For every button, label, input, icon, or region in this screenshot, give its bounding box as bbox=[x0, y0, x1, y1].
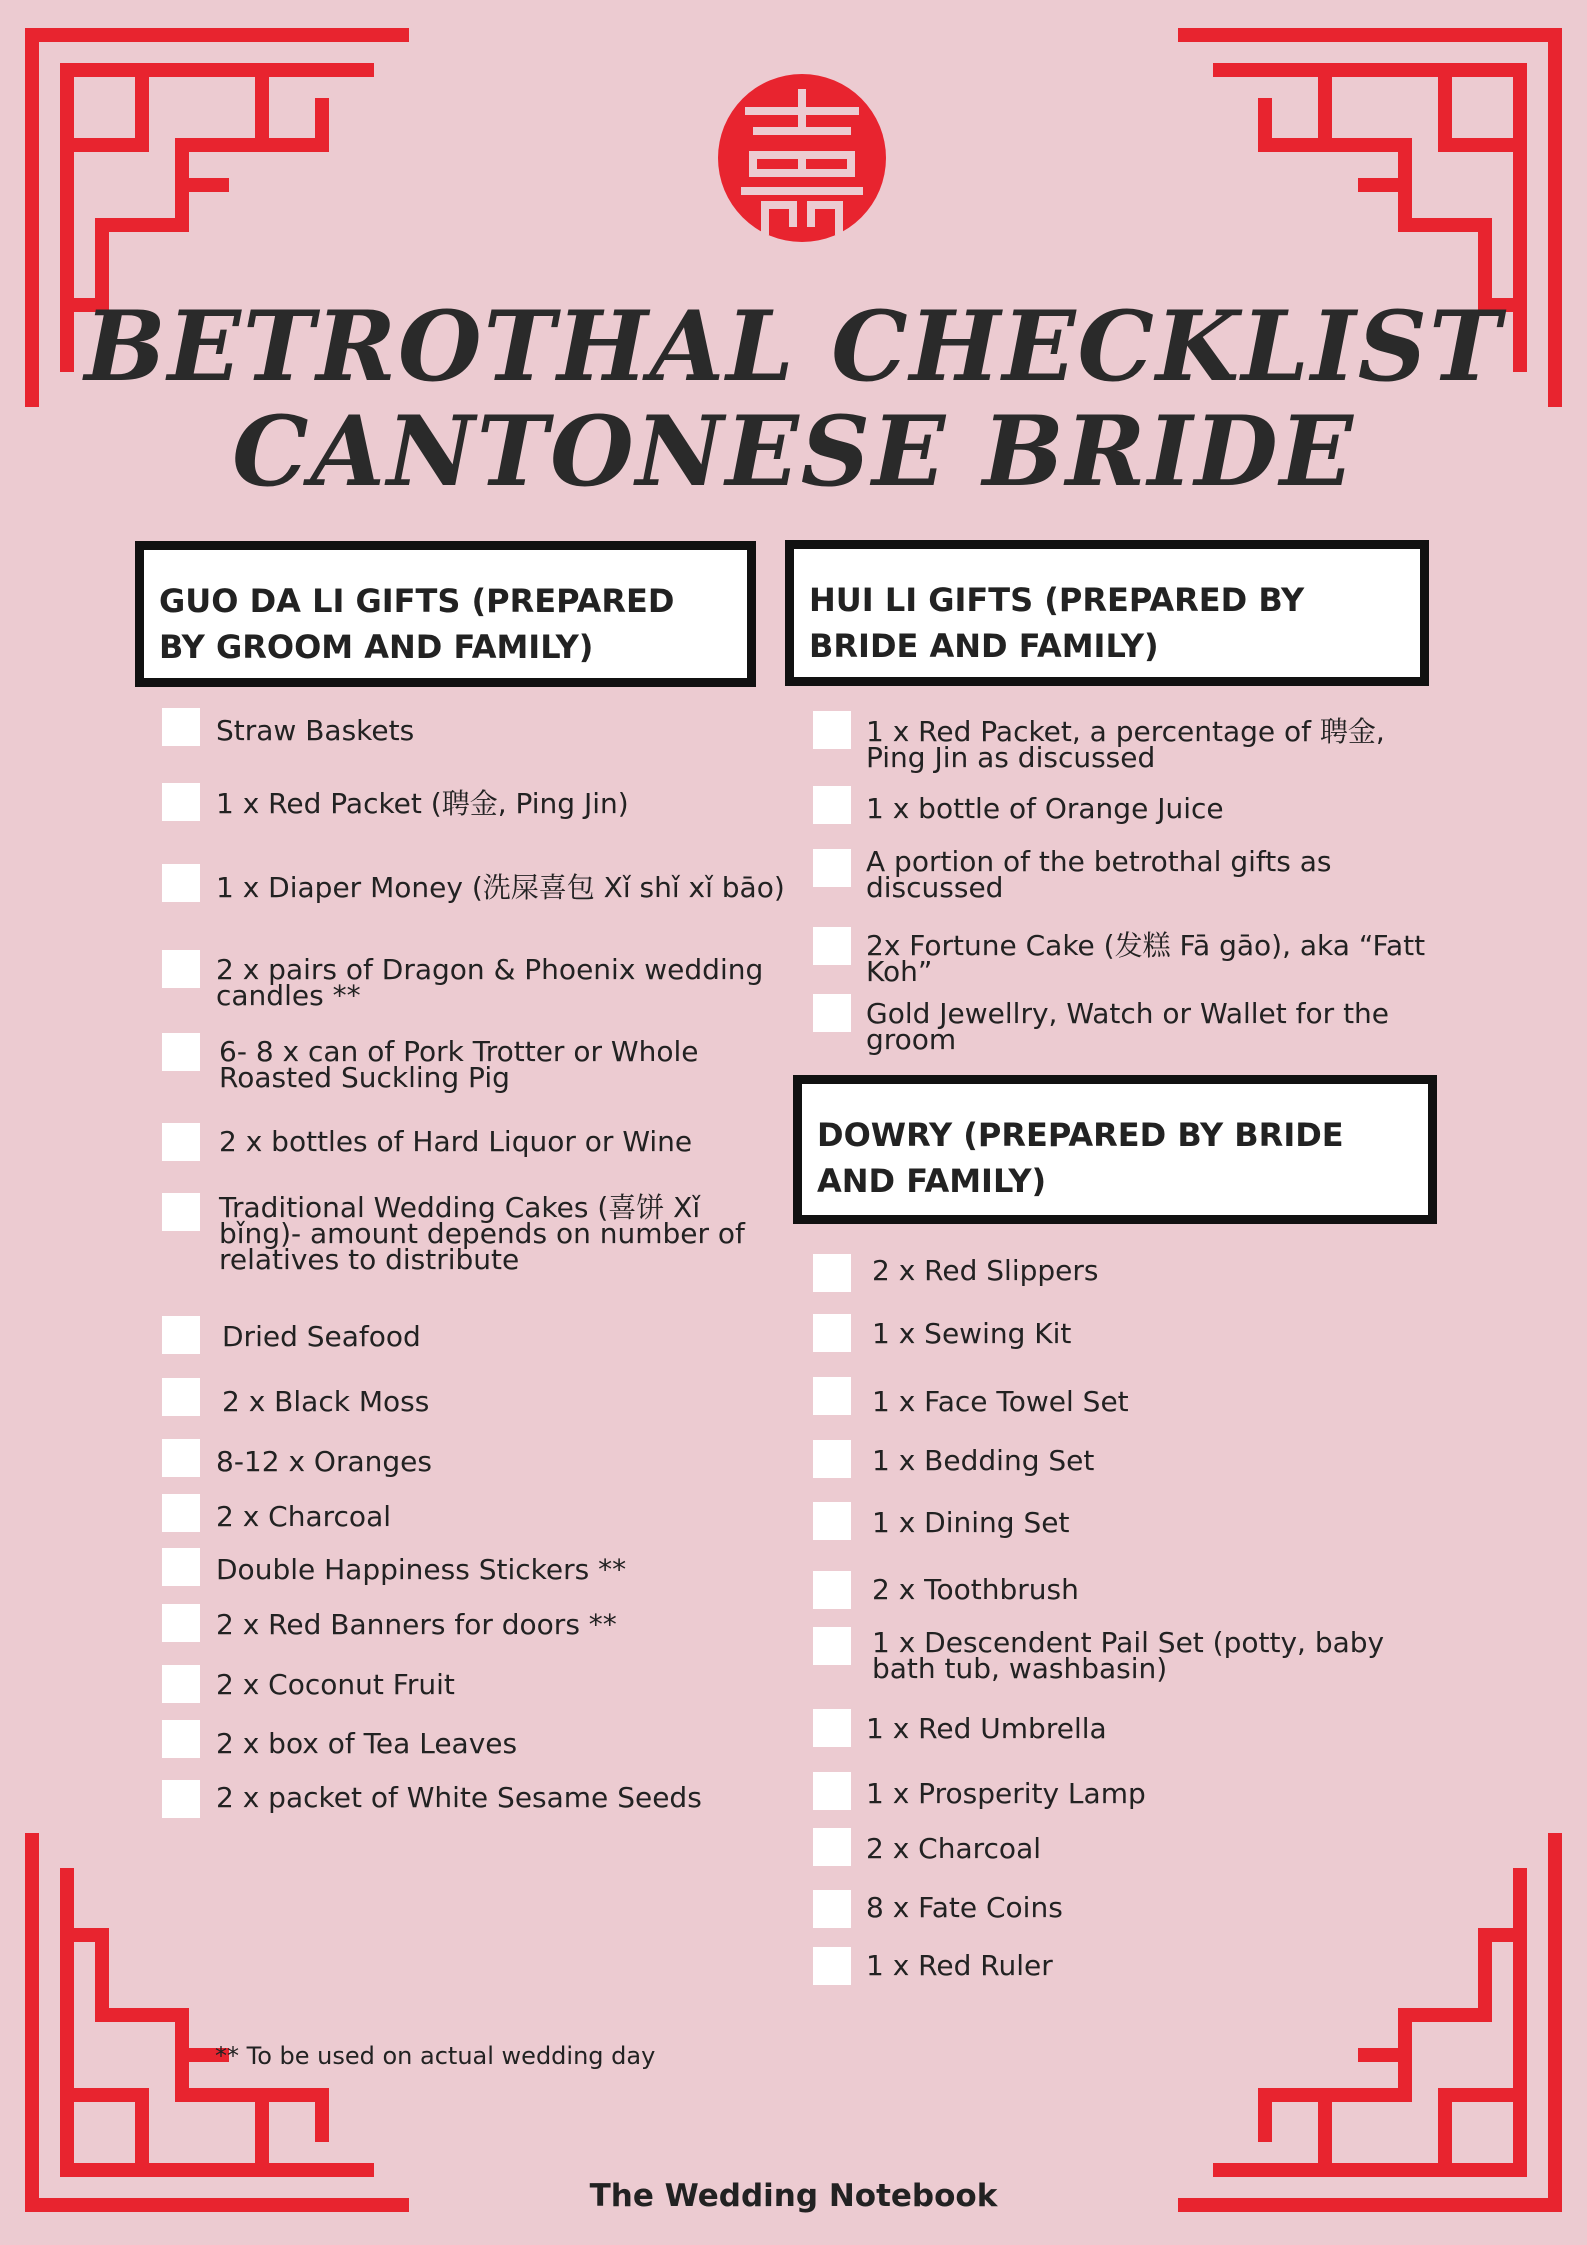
checkbox[interactable] bbox=[162, 1780, 200, 1818]
checkbox[interactable] bbox=[162, 1316, 200, 1354]
checklist-item: 2 x packet of White Sesame Seeds bbox=[216, 1781, 702, 1814]
checklist-item: Traditional Wedding Cakes (喜饼 Xǐ bǐng)- amount depends on number of relatives to distribute bbox=[219, 1191, 745, 1276]
checkbox[interactable] bbox=[162, 864, 200, 902]
checklist-item: 2 x Charcoal bbox=[216, 1500, 391, 1533]
checkbox[interactable] bbox=[813, 1627, 851, 1665]
checkbox[interactable] bbox=[162, 1604, 200, 1642]
hui-li-heading-text: HUI LI GIFTS (PREPARED BY BRIDE AND FAMILY) bbox=[809, 581, 1305, 665]
checkbox[interactable] bbox=[813, 1377, 851, 1415]
checklist-item: 1 x Descendent Pail Set (potty, baby bath tub, washbasin) bbox=[872, 1626, 1385, 1685]
footnote: ** To be used on actual wedding day bbox=[215, 2042, 656, 2070]
checklist-item: 8-12 x Oranges bbox=[216, 1445, 432, 1478]
checklist-item: 2 x Black Moss bbox=[222, 1385, 430, 1418]
checklist-item: 2x Fortune Cake (发糕 Fā gāo), aka “Fatt Koh” bbox=[866, 929, 1426, 988]
checkbox[interactable] bbox=[813, 1502, 851, 1540]
checklist-item: 6- 8 x can of Pork Trotter or Whole Roasted Suckling Pig bbox=[219, 1035, 699, 1094]
footer-brand: The Wedding Notebook bbox=[589, 2178, 998, 2214]
corner-ornament-bottom-left bbox=[22, 1830, 412, 2215]
checklist-item: 2 x bottles of Hard Liquor or Wine bbox=[219, 1125, 693, 1158]
checkbox[interactable] bbox=[813, 1828, 851, 1866]
checkbox[interactable] bbox=[813, 786, 851, 824]
checkbox[interactable] bbox=[813, 1314, 851, 1352]
checkbox[interactable] bbox=[162, 1439, 200, 1477]
page-title: BETROTHAL CHECKLIST bbox=[84, 290, 1503, 403]
checklist-item: Straw Baskets bbox=[216, 714, 415, 747]
checkbox[interactable] bbox=[813, 994, 851, 1032]
checklist-item: 8 x Fate Coins bbox=[866, 1891, 1063, 1924]
checklist-item: 1 x Bedding Set bbox=[872, 1444, 1095, 1477]
checkbox[interactable] bbox=[162, 950, 200, 988]
checklist-item: 2 x Red Slippers bbox=[872, 1254, 1099, 1287]
checkbox[interactable] bbox=[813, 1947, 851, 1985]
checkbox[interactable] bbox=[162, 1193, 200, 1231]
checkbox[interactable] bbox=[813, 849, 851, 887]
checklist-item: 1 x Prosperity Lamp bbox=[866, 1777, 1146, 1810]
dowry-heading-text: DOWRY (PREPARED BY BRIDE AND FAMILY) bbox=[817, 1116, 1344, 1200]
checkbox[interactable] bbox=[162, 783, 200, 821]
guo-da-li-heading-text: GUO DA LI GIFTS (PREPARED BY GROOM AND FAMILY) bbox=[159, 582, 675, 666]
checklist-item: Gold Jewellry, Watch or Wallet for the groom bbox=[866, 997, 1390, 1056]
checklist-item: A portion of the betrothal gifts as discussed bbox=[866, 845, 1332, 904]
checklist-item: 1 x bottle of Orange Juice bbox=[866, 792, 1224, 825]
page-subtitle: CANTONESE BRIDE bbox=[232, 395, 1355, 508]
corner-ornament-bottom-right bbox=[1175, 1830, 1565, 2215]
checkbox[interactable] bbox=[813, 927, 851, 965]
dowry-heading bbox=[793, 1075, 1437, 1224]
checklist-item: 1 x Red Umbrella bbox=[866, 1712, 1107, 1745]
checkbox[interactable] bbox=[813, 1440, 851, 1478]
double-happiness-icon bbox=[717, 73, 887, 243]
checklist-item: 1 x Red Packet, a percentage of 聘金, Ping Jin as discussed bbox=[866, 715, 1385, 774]
checkbox[interactable] bbox=[813, 1772, 851, 1810]
checklist-item: 2 x Red Banners for doors ** bbox=[216, 1608, 617, 1641]
checkbox[interactable] bbox=[813, 711, 851, 749]
checkbox[interactable] bbox=[162, 1548, 200, 1586]
checklist-item: 1 x Face Towel Set bbox=[872, 1385, 1129, 1418]
checkbox[interactable] bbox=[162, 1378, 200, 1416]
guo-da-li-heading bbox=[135, 541, 756, 687]
checkbox[interactable] bbox=[162, 1123, 200, 1161]
checklist-item: 2 x Coconut Fruit bbox=[216, 1668, 455, 1701]
checkbox[interactable] bbox=[162, 1494, 200, 1532]
checklist-item: 1 x Red Packet (聘金, Ping Jin) bbox=[216, 787, 629, 820]
checklist-item: 2 x Charcoal bbox=[866, 1832, 1041, 1865]
checkbox[interactable] bbox=[162, 708, 200, 746]
checkbox[interactable] bbox=[162, 1033, 200, 1071]
checklist-item: 1 x Diaper Money (洗屎喜包 Xǐ shǐ xǐ bāo) bbox=[216, 871, 785, 904]
checklist-item: 1 x Dining Set bbox=[872, 1506, 1070, 1539]
checklist-item: 2 x box of Tea Leaves bbox=[216, 1727, 518, 1760]
checkbox[interactable] bbox=[813, 1890, 851, 1928]
checkbox[interactable] bbox=[813, 1254, 851, 1292]
hui-li-heading bbox=[785, 540, 1429, 686]
checklist-item: 1 x Sewing Kit bbox=[872, 1317, 1072, 1350]
checklist-item: 2 x Toothbrush bbox=[872, 1573, 1079, 1606]
checklist-item: Double Happiness Stickers ** bbox=[216, 1553, 627, 1586]
checkbox[interactable] bbox=[813, 1709, 851, 1747]
checklist-item: 2 x pairs of Dragon & Phoenix wedding candles ** bbox=[216, 953, 764, 1012]
checkbox[interactable] bbox=[813, 1571, 851, 1609]
checklist-item: Dried Seafood bbox=[222, 1320, 421, 1353]
checkbox[interactable] bbox=[162, 1665, 200, 1703]
checkbox[interactable] bbox=[162, 1720, 200, 1758]
checklist-item: 1 x Red Ruler bbox=[866, 1949, 1053, 1982]
